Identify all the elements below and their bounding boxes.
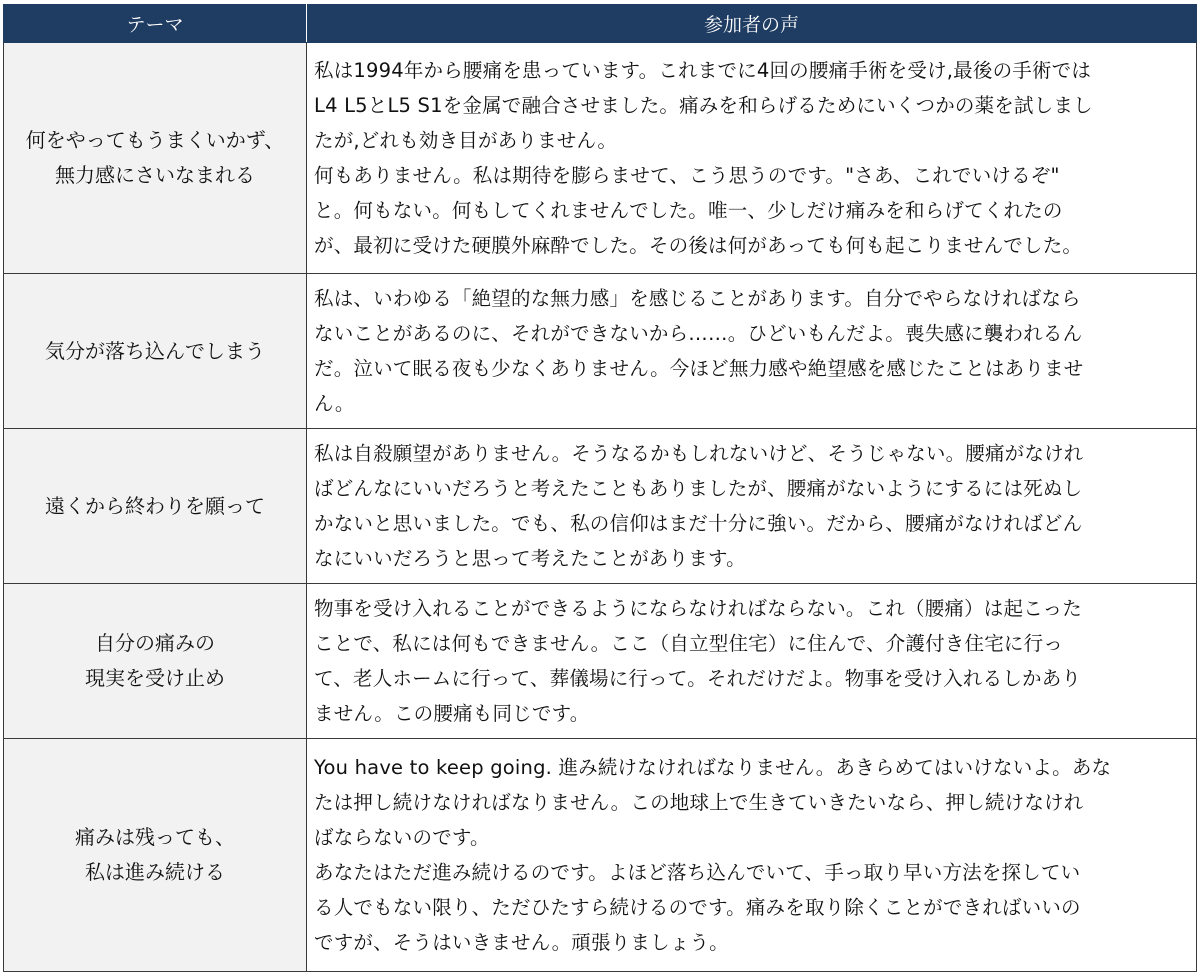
voice-line: ないことがあるのに、それができないから……。ひどいもんだよ。喪失感に襲われるん — [314, 322, 1083, 345]
theme-cell — [4, 739, 307, 972]
table-header-row — [4, 5, 1197, 43]
voice-line: ません。この腰痛も同じです。 — [314, 702, 590, 725]
table-row — [4, 274, 1197, 429]
theme-line: 気分が落ち込んでしまう — [45, 338, 265, 363]
table-row — [4, 584, 1197, 739]
theme-cell — [4, 274, 307, 429]
theme-line: 自分の痛みの — [95, 631, 215, 655]
theme-line: 何をやってもうまくいかず、 — [25, 128, 285, 152]
theme-line: 現実を受け止め — [85, 666, 225, 690]
participant-voices-table — [3, 4, 1197, 972]
voice-line: ことで、私には何もできません。ここ（自立型住宅）に住んで、介護付き住宅に行っ — [314, 632, 1063, 655]
voice-line: る人でもない限り、ただひたすら続けるのです。痛みを取り除くことができればいいの — [314, 896, 1081, 919]
voice-line: 私は自殺願望がありません。そうなるかもしれないけど、そうじゃない。腰痛がなけれ — [314, 442, 1084, 465]
table-row — [4, 429, 1197, 584]
voice-line: が、最初に受けた硬膜外麻酔でした。その後は何があっても何も起こりませんでした。 — [314, 234, 1083, 257]
voice-line: ん。 — [314, 392, 355, 415]
voice-line: L4 L5とL5 S1を金属で融合させました。痛みを和らげるためにいくつかの薬を試しまし — [314, 94, 1093, 117]
voice-line: たは押し続けなければなりません。この地球上で生きていきたいなら、押し続けなけれ — [314, 791, 1084, 814]
voice-cell — [307, 429, 1197, 584]
voice-line: だ。泣いて眠る夜も少なくありません。今ほど無力感や絶望感を感じたことはありませ — [314, 357, 1084, 380]
voice-column-header: 参加者の声 — [307, 5, 1197, 43]
voice-line: ですが、そうはいきません。頑張りましょう。 — [314, 931, 729, 954]
table-row — [4, 43, 1197, 274]
voice-cell — [307, 43, 1197, 274]
theme-line: 遠くから終わりを願って — [45, 493, 265, 518]
table-row — [4, 739, 1197, 972]
voice-cell — [307, 739, 1197, 972]
theme-cell — [4, 429, 307, 584]
voice-line: と。何もない。何もしてくれませんでした。唯一、少しだけ痛みを和らげてくれたの — [314, 199, 1063, 222]
theme-line: 私は進み続ける — [85, 860, 225, 884]
voice-line: 私は1994年から腰痛を患っています。これまでに4回の腰痛手術を受け,最後の手術では — [314, 59, 1092, 82]
voice-line: 私は、いわゆる「絶望的な無力感」を感じることがあります。自分でやらなければなら — [314, 287, 1081, 310]
voice-line: なにいいだろうと思って考えたことがあります。 — [314, 547, 746, 570]
voice-cell — [307, 584, 1197, 739]
theme-line: 痛みは残っても、 — [75, 825, 235, 849]
theme-column-header: テーマ — [4, 5, 307, 43]
voice-line: あなたはただ進み続けるのです。よほど落ち込んでいて、手っ取り早い方法を探してい — [314, 861, 1081, 884]
voice-line: たが,どれも効き目がありません。 — [314, 129, 618, 152]
voice-line: 何もありません。私は期待を膨らませて、こう思うのです。"さあ、これでいけるぞ" — [314, 164, 1060, 187]
voice-line: かないと思いました。でも、私の信仰はまだ十分に強い。だから、腰痛がなければどん — [314, 512, 1083, 535]
voice-cell — [307, 274, 1197, 429]
voice-line: て、老人ホームに行って、葬儀場に行って。それだけだよ。物事を受け入れるしかあり — [314, 667, 1082, 690]
voice-line: ばどんなにいいだろうと考えたこともありましたが、腰痛がないようにするには死ぬし — [314, 477, 1083, 500]
voice-line: You have to keep going. 進み続けなければなりません。あきらめてはいけないよ。あな — [314, 756, 1112, 779]
voice-line: ばならないのです。 — [314, 826, 490, 849]
theme-cell — [4, 584, 307, 739]
theme-line: 無力感にさいなまれる — [55, 163, 255, 187]
voice-line: 物事を受け入れることができるようにならなければならない。これ（腰痛）は起こった — [314, 597, 1082, 620]
theme-cell — [4, 43, 307, 274]
